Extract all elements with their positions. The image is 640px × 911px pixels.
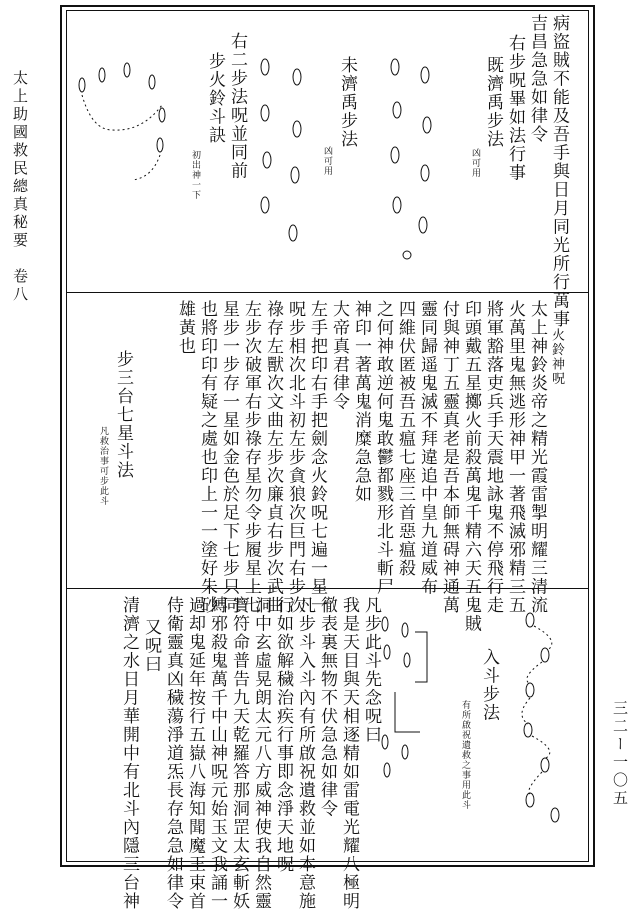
s2-text-col: 星步一步存一星如金色於足下七步只同 <box>219 300 239 615</box>
s3-text-col: 徹表裏無物不伏急急如律令 <box>317 596 337 818</box>
s2-text-col: 神印一著萬鬼消糜急急如 <box>351 300 371 504</box>
dipper-star-diagram <box>500 600 590 830</box>
s2-note: 凡救治事可步此斗 <box>98 426 108 506</box>
s3-text-col: 清濟之水日月華開中有北斗內隱三台神 <box>119 596 139 911</box>
page-number-margin: 三二ー一〇五 <box>611 700 629 808</box>
s2-heading: 步三台七星斗法 <box>113 350 133 480</box>
s2-text-col: 付與神丁五靈真老是吾本師無碍神通萬 <box>439 300 459 615</box>
s2-text-col: 雄黃也 <box>175 300 195 356</box>
s2-text-col: 四維伏匿被吾五瘟七座三首惡瘟殺 <box>395 300 415 578</box>
section-divider-top <box>66 292 589 293</box>
s3-text-col: 寶符命普告九天乾羅答那洞罡太玄斬妖 <box>229 596 249 911</box>
s3-text-col: 侍衛靈真凶穢蕩淨道炁長存急急如律令 <box>163 596 183 911</box>
s2-text-col: 左手把印右手把劍念火鈴呪七遍一星一 <box>307 300 327 615</box>
jiji-step-diagram <box>375 55 465 265</box>
s2-text-col: 太上神鈴炎帝之精光霞雷掣明耀三清流 <box>527 300 547 615</box>
book-title-margin: 太上助國救民總真秘要 卷八 <box>11 70 29 304</box>
s2-text-col: 呪步相次北斗初左步貪狼次巨門右步次 <box>285 300 305 615</box>
s3-text-col: 過却鬼延年按行五嶽八海知聞魔王束首 <box>185 596 205 911</box>
s3-text-col: 縛邪殺鬼萬千中山神呪元始玉文我誦一 <box>207 596 227 911</box>
weiji-step-diagram <box>245 55 325 265</box>
s3-fig-note: 有所啟祝遺救之事用此斗 <box>460 700 470 810</box>
enter-dipper-step-diagram <box>375 612 435 782</box>
s3-text-col: 行如欲解穢治疾行事即念淨天地呪 <box>273 596 293 874</box>
s3-text-col: 又呪曰 <box>141 618 161 674</box>
s2-text-col: 左步次破軍右步祿存星勿令步履星上七 <box>241 300 261 615</box>
s3-text-col: 凡步斗入斗內有所啟祝遺救並如本意施 <box>295 596 315 911</box>
s1-note: 凶可用 <box>470 148 480 178</box>
s2-heading: 火鈴神呪 <box>549 328 564 386</box>
s2-text-col: 印頭戴五星擲火前殺萬鬼千精六天五鬼賊 <box>461 300 481 633</box>
s1-text-col: 右二步法呪並同前 <box>227 32 247 180</box>
s2-text-col: 火萬里鬼無逃形神甲一著飛滅邪精三五 <box>505 300 525 615</box>
s3-fig-title: 入斗步法 <box>479 648 499 722</box>
s3-text-col: 我是天目與天相逐精如雷電光耀八極明 <box>339 596 359 911</box>
s1-heading: 未濟禹步法 <box>337 56 357 149</box>
s2-text-col: 祿存左獸次文曲左步次廉貞右步次武曲 <box>263 300 283 615</box>
s3-text-col: 凡步此斗先念呪曰 <box>361 596 381 744</box>
s2-text-col: 大帝真君律令 <box>329 300 349 411</box>
s2-text-col: 也將印印有疑之處也印上一一塗好朱砂 <box>197 300 217 615</box>
s2-text-col: 之何神敢逆何鬼敢鬱都戮形北斗斬尸 <box>373 300 393 596</box>
s3-text-col: 洞中玄虛晃朗太元八方威神使我自然靈 <box>251 596 271 911</box>
s1-note: 初出神一下 <box>190 150 200 200</box>
s1-heading: 既濟禹步法 <box>483 56 503 149</box>
s1-text-col: 右步呪畢如法行事 <box>505 34 525 182</box>
s2-text-col: 將軍豁落吏兵手天震地詠鬼不停飛行走 <box>483 300 503 615</box>
s2-text-col: 靈同歸遥鬼滅不拜違追中皇九道威布 <box>417 300 437 596</box>
s1-heading: 步火鈴斗訣 <box>205 52 225 145</box>
fire-bell-dipper-diagram <box>72 60 182 190</box>
s1-note: 凶可用 <box>322 146 332 176</box>
s1-text-col: 病盜賊不能及吾手與日月同光所行萬事 <box>549 14 569 329</box>
s1-text-col: 吉昌急急如律令 <box>527 14 547 144</box>
